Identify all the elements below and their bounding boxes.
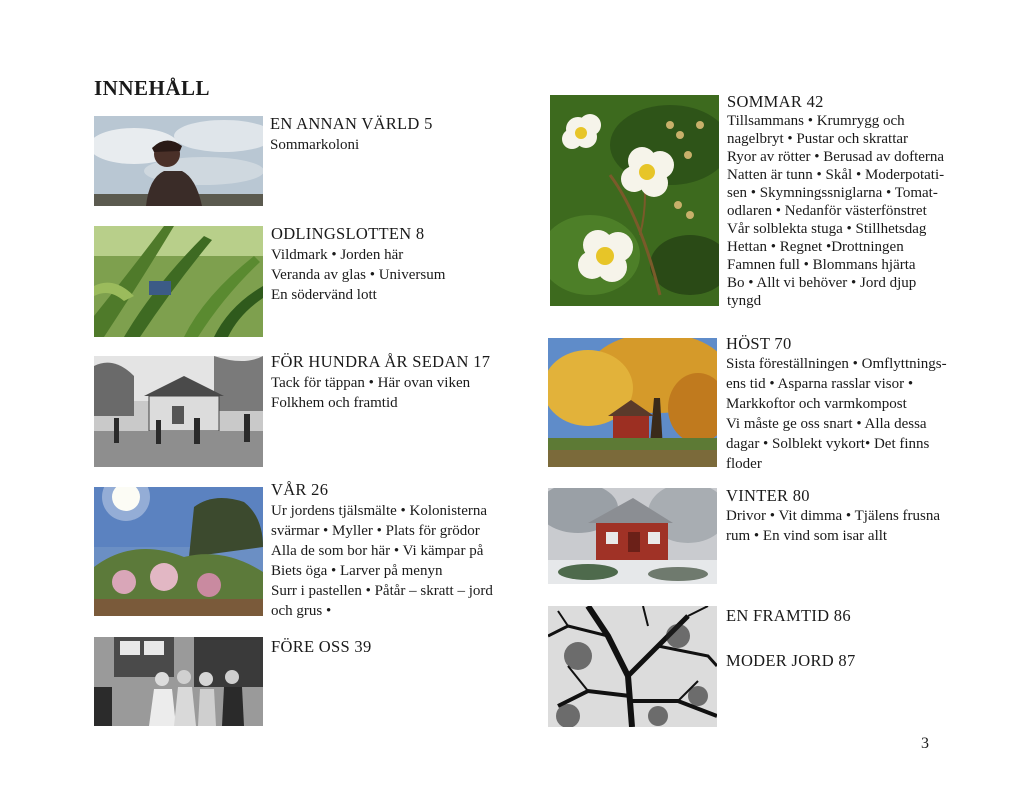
section-heading-fore-oss: FÖRE OSS 39 bbox=[271, 637, 372, 656]
section-topics-line: Bo • Allt vi behöver • Jord djup bbox=[727, 275, 917, 291]
section-topics-line: Sista föreställningen • Omflyttnings- bbox=[726, 356, 947, 372]
section-topics-line: Markkoftor och varmkompost bbox=[726, 396, 907, 412]
section-topics-line: Biets öga • Larver på menyn bbox=[271, 563, 443, 579]
section-topics-line: odlaren • Nedanför västerfönstret bbox=[727, 203, 927, 219]
section-heading-for-hundra-ar-sedan: FÖR HUNDRA ÅR SEDAN 17 bbox=[271, 352, 491, 371]
section-topics-line: Alla de som bor här • Vi kämpar på bbox=[271, 543, 484, 559]
section-topics-line: rum • En vind som isar allt bbox=[726, 528, 888, 544]
section-topics-line: Tillsammans • Krumrygg och bbox=[727, 113, 905, 129]
section-topics-line: Hettan • Regnet •Drottningen bbox=[727, 239, 904, 255]
historic-cottage-photo bbox=[94, 356, 263, 467]
section-topics-line: Surr i pastellen • Påtår – skratt – jord bbox=[271, 583, 493, 599]
section-heading-moder-jord: MODER JORD 87 bbox=[726, 651, 856, 670]
section-heading-vinter: VINTER 80 bbox=[726, 486, 810, 505]
white-roses-photo bbox=[550, 95, 719, 306]
section-topics-line: nagelbryt • Pustar och skrattar bbox=[727, 131, 909, 147]
green-leaves-photo bbox=[94, 226, 263, 337]
section-topics-line: Folkhem och framtid bbox=[271, 395, 398, 411]
section-topics-line: Famnen full • Blommans hjärta bbox=[727, 257, 916, 273]
section-topics-line: och grus • bbox=[271, 603, 332, 619]
section-topics-line: Ur jordens tjälsmälte • Kolonisterna bbox=[271, 503, 488, 519]
section-topics-line: svärmar • Myller • Plats för grödor bbox=[271, 523, 480, 539]
section-topics-line: ens tid • Asparna rasslar visor • bbox=[726, 376, 914, 392]
autumn-tree-cottage-photo bbox=[548, 338, 717, 467]
section-topics-line: Vår solblekta stuga • Stillhetsdag bbox=[727, 221, 927, 237]
section-topics-line: Tack för täppan • Här ovan viken bbox=[271, 375, 471, 391]
page-title: INNEHÅLL bbox=[94, 76, 211, 100]
spring-sun-garden-photo bbox=[94, 487, 263, 616]
section-heading-host: HÖST 70 bbox=[726, 334, 792, 353]
section-topics-line: En södervänd lott bbox=[271, 287, 377, 303]
section-heading-en-annan-varld: EN ANNAN VÄRLD 5 bbox=[270, 114, 433, 133]
page-number: 3 bbox=[921, 735, 929, 752]
section-topics-line: dagar • Solblekt vykort• Det finns bbox=[726, 436, 930, 452]
section-topics-line: Sommarkoloni bbox=[270, 137, 360, 153]
section-topics-line: Ryor av rötter • Berusad av dofterna bbox=[727, 149, 945, 165]
bw-tree-branches-photo bbox=[548, 606, 717, 727]
group-portrait-photo bbox=[94, 637, 263, 726]
section-heading-var: VÅR 26 bbox=[271, 480, 329, 499]
section-topics-line: sen • Skymningssniglarna • Tomat- bbox=[727, 185, 938, 201]
section-topics-line: floder bbox=[726, 456, 762, 472]
section-heading-en-framtid: EN FRAMTID 86 bbox=[726, 606, 851, 625]
section-topics-line: Drivor • Vit dimma • Tjälens frusna bbox=[726, 508, 941, 524]
portrait-sky-photo bbox=[94, 116, 263, 206]
section-topics-line: Vi måste ge oss snart • Alla dessa bbox=[726, 416, 927, 432]
section-topics-line: Natten är tunn • Skål • Moderpotati- bbox=[727, 167, 945, 183]
section-heading-sommar: SOMMAR 42 bbox=[727, 92, 824, 111]
section-heading-odlingslotten: ODLINGSLOTTEN 8 bbox=[271, 224, 425, 243]
frosty-red-cottage-photo bbox=[548, 488, 717, 584]
section-topics-line: Vildmark • Jorden här bbox=[271, 247, 404, 263]
section-topics-line: tyngd bbox=[727, 293, 762, 309]
section-topics-line: Veranda av glas • Universum bbox=[271, 267, 446, 283]
